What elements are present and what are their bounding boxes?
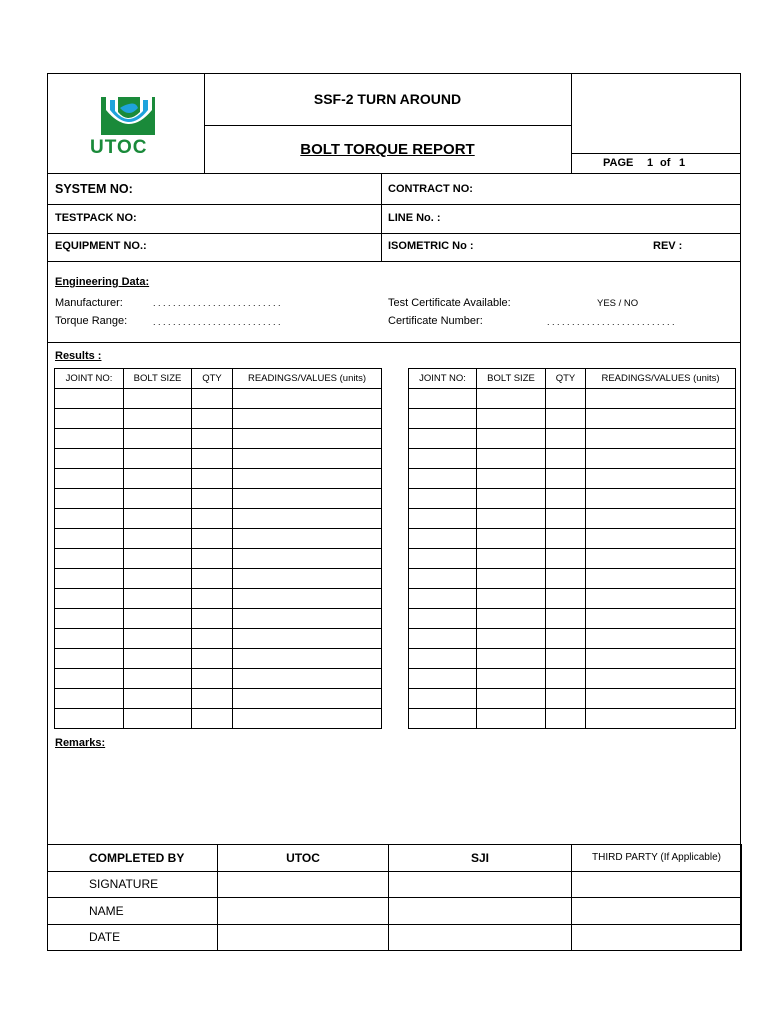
- qty-cell[interactable]: [192, 669, 233, 689]
- qty-cell[interactable]: [192, 709, 233, 729]
- rev-label: REV :: [653, 240, 683, 252]
- bolt-size-cell[interactable]: [124, 529, 192, 549]
- qty-cell[interactable]: [546, 609, 586, 629]
- joint-no-cell[interactable]: [55, 649, 124, 669]
- results-heading: Results :: [55, 350, 102, 362]
- qty-cell[interactable]: [192, 629, 233, 649]
- qty-cell[interactable]: [546, 589, 586, 609]
- joint-no-cell[interactable]: [55, 689, 124, 709]
- third-party-date-cell[interactable]: [572, 924, 742, 951]
- joint-no-cell[interactable]: [409, 569, 477, 589]
- bolt-size-cell[interactable]: [124, 609, 192, 629]
- results-row: [55, 589, 382, 609]
- bolt-size-cell[interactable]: [477, 669, 546, 689]
- readings-cell[interactable]: [233, 609, 382, 629]
- joint-no-cell[interactable]: [55, 609, 124, 629]
- line-no-label: LINE No. :: [388, 212, 441, 224]
- results-row: [409, 429, 736, 449]
- joint-no-cell[interactable]: [409, 389, 477, 409]
- qty-cell[interactable]: [192, 469, 233, 489]
- col-bolt-size: BOLT SIZE: [124, 369, 192, 389]
- results-row: [409, 569, 736, 589]
- qty-cell[interactable]: [192, 489, 233, 509]
- qty-cell[interactable]: [192, 549, 233, 569]
- utoc-date-cell[interactable]: [218, 924, 389, 951]
- results-row: [409, 509, 736, 529]
- results-row: [409, 409, 736, 429]
- bolt-size-cell[interactable]: [124, 649, 192, 669]
- qty-cell[interactable]: [546, 389, 586, 409]
- report-title: BOLT TORQUE REPORT: [300, 141, 475, 158]
- results-row: [409, 629, 736, 649]
- readings-cell[interactable]: [233, 469, 382, 489]
- equipment-no-label: EQUIPMENT NO.:: [55, 240, 147, 252]
- readings-cell[interactable]: [233, 429, 382, 449]
- bolt-size-cell[interactable]: [124, 569, 192, 589]
- header-title-divider: [204, 125, 571, 126]
- sji-name-cell[interactable]: [389, 898, 572, 925]
- results-header-row: [55, 369, 382, 389]
- results-row: [409, 489, 736, 509]
- joint-no-cell[interactable]: [55, 509, 124, 529]
- bolt-size-cell[interactable]: [477, 409, 546, 429]
- readings-cell[interactable]: [586, 609, 736, 629]
- bolt-size-cell[interactable]: [124, 389, 192, 409]
- name-row: [48, 898, 742, 925]
- bolt-size-cell[interactable]: [124, 589, 192, 609]
- results-row: [55, 569, 382, 589]
- joint-no-cell[interactable]: [409, 689, 477, 709]
- qty-cell[interactable]: [546, 509, 586, 529]
- results-header-row: [409, 369, 736, 389]
- bolt-size-cell[interactable]: [477, 689, 546, 709]
- header-bottom-line: [47, 173, 741, 174]
- readings-cell[interactable]: [586, 389, 736, 409]
- testpack-no-label: TESTPACK NO:: [55, 212, 137, 224]
- bolt-size-cell[interactable]: [477, 489, 546, 509]
- qty-cell[interactable]: [546, 449, 586, 469]
- bolt-size-cell[interactable]: [477, 469, 546, 489]
- qty-cell[interactable]: [546, 569, 586, 589]
- joint-no-cell[interactable]: [55, 669, 124, 689]
- bolt-size-cell[interactable]: [124, 629, 192, 649]
- bolt-size-cell[interactable]: [477, 389, 546, 409]
- certificate-number-field[interactable]: . . . . . . . . . . . . . . . . . . . . . . . . . .: [547, 317, 675, 327]
- signature-label: SIGNATURE: [48, 871, 218, 898]
- joint-no-cell[interactable]: [409, 589, 477, 609]
- readings-cell[interactable]: [586, 449, 736, 469]
- qty-cell[interactable]: [192, 609, 233, 629]
- joint-no-cell[interactable]: [55, 489, 124, 509]
- bolt-size-cell[interactable]: [477, 569, 546, 589]
- name-label: NAME: [48, 898, 218, 925]
- bolt-size-cell[interactable]: [477, 609, 546, 629]
- date-row: [48, 924, 742, 951]
- col-qty: QTY: [192, 369, 233, 389]
- project-title: SSF-2 TURN AROUND: [313, 91, 462, 107]
- info-row-line-2: [47, 233, 741, 234]
- col-readings: READINGS/VALUES (units): [233, 369, 382, 389]
- qty-cell[interactable]: [546, 409, 586, 429]
- joint-no-cell[interactable]: [409, 709, 477, 729]
- bolt-size-cell[interactable]: [124, 409, 192, 429]
- bolt-size-cell[interactable]: [124, 549, 192, 569]
- results-row: [55, 689, 382, 709]
- third-party-name-cell[interactable]: [572, 898, 742, 925]
- results-row: [55, 609, 382, 629]
- qty-cell[interactable]: [546, 649, 586, 669]
- results-row: [409, 469, 736, 489]
- results-row: [409, 549, 736, 569]
- results-row: [55, 389, 382, 409]
- signoff-table: [47, 844, 742, 951]
- torque-range-field[interactable]: . . . . . . . . . . . . . . . . . . . . . . . . . .: [153, 317, 281, 327]
- joint-no-cell[interactable]: [409, 649, 477, 669]
- utoc-logo: [96, 94, 160, 136]
- readings-cell[interactable]: [586, 469, 736, 489]
- readings-cell[interactable]: [586, 429, 736, 449]
- certificate-number-label: Certificate Number:: [388, 315, 483, 327]
- signoff-header-row: [48, 845, 742, 872]
- remarks-area[interactable]: [55, 755, 735, 840]
- joint-no-cell[interactable]: [409, 549, 477, 569]
- readings-cell[interactable]: [586, 669, 736, 689]
- qty-cell[interactable]: [192, 589, 233, 609]
- joint-no-cell[interactable]: [55, 589, 124, 609]
- results-row: [55, 469, 382, 489]
- results-row: [55, 509, 382, 529]
- bolt-size-cell[interactable]: [477, 709, 546, 729]
- bolt-size-cell[interactable]: [477, 509, 546, 529]
- bolt-size-cell[interactable]: [477, 629, 546, 649]
- bolt-size-cell[interactable]: [477, 549, 546, 569]
- results-row: [55, 429, 382, 449]
- joint-no-cell[interactable]: [55, 709, 124, 729]
- joint-no-cell[interactable]: [55, 569, 124, 589]
- joint-no-cell[interactable]: [55, 409, 124, 429]
- col-readings: READINGS/VALUES (units): [586, 369, 736, 389]
- col-joint-no: JOINT NO:: [55, 369, 124, 389]
- third-party-signature-cell[interactable]: [572, 871, 742, 898]
- readings-cell[interactable]: [233, 709, 382, 729]
- readings-cell[interactable]: [586, 649, 736, 669]
- readings-cell[interactable]: [586, 489, 736, 509]
- page-of: of: [660, 157, 671, 169]
- results-row: [55, 669, 382, 689]
- qty-cell[interactable]: [546, 549, 586, 569]
- readings-cell[interactable]: [233, 689, 382, 709]
- readings-cell[interactable]: [233, 669, 382, 689]
- utoc-logo-icon: [96, 94, 160, 136]
- joint-no-cell[interactable]: [409, 609, 477, 629]
- info-divider: [381, 173, 382, 261]
- bolt-size-cell[interactable]: [124, 429, 192, 449]
- readings-cell[interactable]: [233, 509, 382, 529]
- readings-cell[interactable]: [233, 629, 382, 649]
- readings-cell[interactable]: [233, 409, 382, 429]
- results-row: [409, 589, 736, 609]
- isometric-no-label: ISOMETRIC No :: [388, 240, 474, 252]
- joint-no-cell[interactable]: [409, 529, 477, 549]
- joint-no-cell[interactable]: [409, 629, 477, 649]
- joint-no-cell[interactable]: [55, 449, 124, 469]
- readings-cell[interactable]: [233, 649, 382, 669]
- results-row: [409, 649, 736, 669]
- utoc-signature-cell[interactable]: [218, 871, 389, 898]
- bolt-size-cell[interactable]: [124, 709, 192, 729]
- sji-header: SJI: [389, 845, 572, 872]
- qty-cell[interactable]: [192, 409, 233, 429]
- bolt-size-cell[interactable]: [124, 489, 192, 509]
- qty-cell[interactable]: [546, 429, 586, 449]
- qty-cell[interactable]: [192, 429, 233, 449]
- qty-cell[interactable]: [546, 469, 586, 489]
- joint-no-cell[interactable]: [409, 409, 477, 429]
- bolt-size-cell[interactable]: [124, 689, 192, 709]
- col-joint-no: JOINT NO:: [409, 369, 477, 389]
- page-number: 1: [647, 157, 654, 169]
- readings-cell[interactable]: [233, 449, 382, 469]
- readings-cell[interactable]: [586, 689, 736, 709]
- remarks-heading: Remarks:: [55, 737, 106, 749]
- readings-cell[interactable]: [233, 549, 382, 569]
- readings-cell[interactable]: [586, 569, 736, 589]
- header-divider-right: [571, 74, 572, 173]
- qty-cell[interactable]: [192, 449, 233, 469]
- bolt-size-cell[interactable]: [124, 669, 192, 689]
- joint-no-cell[interactable]: [409, 429, 477, 449]
- completed-by-header: COMPLETED BY: [48, 845, 218, 872]
- utoc-header: UTOC: [218, 845, 389, 872]
- logo-wordmark: UTOC: [90, 137, 148, 158]
- bolt-size-cell[interactable]: [477, 649, 546, 669]
- qty-cell[interactable]: [546, 529, 586, 549]
- engineering-bottom-line: [47, 342, 741, 343]
- joint-no-cell[interactable]: [409, 489, 477, 509]
- joint-no-cell[interactable]: [55, 529, 124, 549]
- readings-cell[interactable]: [233, 569, 382, 589]
- joint-no-cell[interactable]: [409, 509, 477, 529]
- qty-cell[interactable]: [192, 689, 233, 709]
- date-label: DATE: [48, 924, 218, 951]
- results-row: [409, 609, 736, 629]
- sji-date-cell[interactable]: [389, 924, 572, 951]
- page-total: 1: [679, 157, 686, 169]
- qty-cell[interactable]: [192, 649, 233, 669]
- qty-cell[interactable]: [192, 569, 233, 589]
- qty-cell[interactable]: [192, 529, 233, 549]
- readings-cell[interactable]: [586, 409, 736, 429]
- page-box-divider: [571, 153, 741, 154]
- col-qty: QTY: [546, 369, 586, 389]
- joint-no-cell[interactable]: [409, 469, 477, 489]
- manufacturer-field[interactable]: . . . . . . . . . . . . . . . . . . . . . . . . . .: [153, 298, 281, 308]
- results-row: [55, 529, 382, 549]
- results-row: [409, 669, 736, 689]
- info-row-line-3: [47, 261, 741, 262]
- joint-no-cell[interactable]: [55, 389, 124, 409]
- signature-row: [48, 871, 742, 898]
- results-row: [409, 709, 736, 729]
- results-row: [55, 449, 382, 469]
- bolt-size-cell[interactable]: [477, 449, 546, 469]
- sji-signature-cell[interactable]: [389, 871, 572, 898]
- certificate-available-label: Test Certificate Available:: [388, 297, 511, 309]
- readings-cell[interactable]: [233, 389, 382, 409]
- col-bolt-size: BOLT SIZE: [477, 369, 546, 389]
- results-row: [409, 529, 736, 549]
- qty-cell[interactable]: [546, 669, 586, 689]
- qty-cell[interactable]: [546, 629, 586, 649]
- engineering-data-heading: Engineering Data:: [55, 276, 150, 288]
- third-party-header: THIRD PARTY (If Applicable): [572, 845, 742, 872]
- results-row: [55, 709, 382, 729]
- results-row: [55, 629, 382, 649]
- bolt-size-cell[interactable]: [124, 469, 192, 489]
- qty-cell[interactable]: [192, 389, 233, 409]
- readings-cell[interactable]: [586, 549, 736, 569]
- qty-cell[interactable]: [546, 709, 586, 729]
- contract-no-label: CONTRACT NO:: [388, 183, 473, 195]
- joint-no-cell[interactable]: [55, 629, 124, 649]
- joint-no-cell[interactable]: [409, 449, 477, 469]
- results-row: [409, 389, 736, 409]
- results-row: [55, 649, 382, 669]
- readings-cell[interactable]: [586, 589, 736, 609]
- results-table-right: [408, 368, 736, 729]
- certificate-yes-no[interactable]: YES / NO: [597, 298, 639, 309]
- bolt-size-cell[interactable]: [477, 429, 546, 449]
- joint-no-cell[interactable]: [55, 429, 124, 449]
- info-row-line-1: [47, 204, 741, 205]
- readings-cell[interactable]: [233, 529, 382, 549]
- qty-cell[interactable]: [546, 689, 586, 709]
- readings-cell[interactable]: [586, 709, 736, 729]
- torque-range-label: Torque Range:: [55, 315, 128, 327]
- results-row: [55, 549, 382, 569]
- readings-cell[interactable]: [233, 489, 382, 509]
- bolt-size-cell[interactable]: [477, 529, 546, 549]
- results-table-left: [54, 368, 382, 729]
- results-row: [55, 409, 382, 429]
- joint-no-cell[interactable]: [55, 549, 124, 569]
- results-row: [409, 449, 736, 469]
- header-divider-left: [204, 74, 205, 173]
- results-row: [55, 489, 382, 509]
- readings-cell[interactable]: [586, 509, 736, 529]
- page-label: PAGE: [603, 157, 634, 169]
- results-row: [409, 689, 736, 709]
- bolt-size-cell[interactable]: [124, 509, 192, 529]
- readings-cell[interactable]: [586, 629, 736, 649]
- utoc-name-cell[interactable]: [218, 898, 389, 925]
- joint-no-cell[interactable]: [55, 469, 124, 489]
- system-no-label: SYSTEM NO:: [55, 182, 133, 196]
- bolt-size-cell[interactable]: [477, 589, 546, 609]
- joint-no-cell[interactable]: [409, 669, 477, 689]
- readings-cell[interactable]: [586, 529, 736, 549]
- qty-cell[interactable]: [192, 509, 233, 529]
- bolt-size-cell[interactable]: [124, 449, 192, 469]
- manufacturer-label: Manufacturer:: [55, 297, 123, 309]
- qty-cell[interactable]: [546, 489, 586, 509]
- readings-cell[interactable]: [233, 589, 382, 609]
